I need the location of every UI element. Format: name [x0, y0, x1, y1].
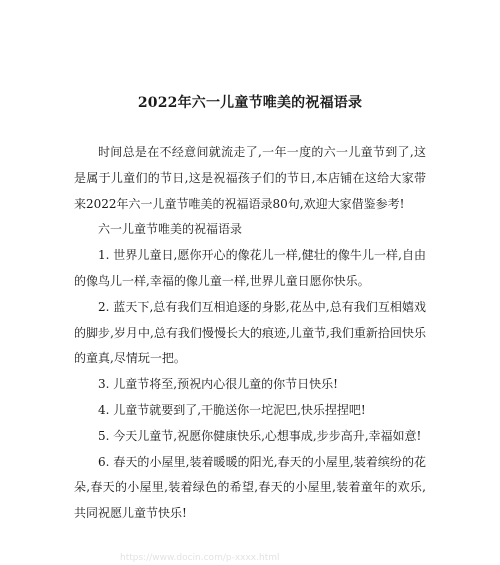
document-title: 2022年六一儿童节唯美的祝福语录	[137, 95, 363, 111]
list-item: 1. 世界儿童日,愿你开心的像花儿一样,健壮的像牛儿一样,自由的像鸟儿一样,幸福的像儿童一样,世界儿童日愿你快乐。	[74, 248, 426, 288]
watermark-text: https://www.docin.com/p-xxxx.html	[120, 553, 280, 563]
list-item: 2. 蓝天下,总有我们互相追逐的身影,花丛中,总有我们互相嬉戏的脚步,岁月中,总有我们慢慢长大的痕迹,儿童节,我们重新拾回快乐的童真,尽情玩一把。	[74, 299, 426, 366]
list-item: 4. 儿童节就要到了,干脆送你一坨泥巴,快乐捏捏吧!	[98, 402, 366, 417]
list-item: 6. 春天的小屋里,装着暖暖的阳光,春天的小屋里,装着缤纷的花朵,春天的小屋里,装着绿色的希望,春天的小屋里,装着童年的欢乐,共同祝愿儿童节快乐!	[74, 454, 426, 521]
list-item: 3. 儿童节将至,预祝内心很儿童的你节日快乐!	[98, 377, 338, 392]
list-item: 5. 今天儿童节,祝愿你健康快乐,心想事成,步步高升,幸福如意!	[98, 428, 422, 443]
intro-paragraph: 时间总是在不经意间就流走了,一年一度的六一儿童节到了,这是属于儿童们的节日,这是祝福孩子们的节日,本店铺在这给大家带来2022年六一儿童节唯美的祝福语录80句,欢迎大家借鉴参考!	[74, 145, 426, 211]
subtitle-paragraph: 六一儿童节唯美的祝福语录	[98, 222, 243, 237]
document-body	[74, 140, 426, 527]
